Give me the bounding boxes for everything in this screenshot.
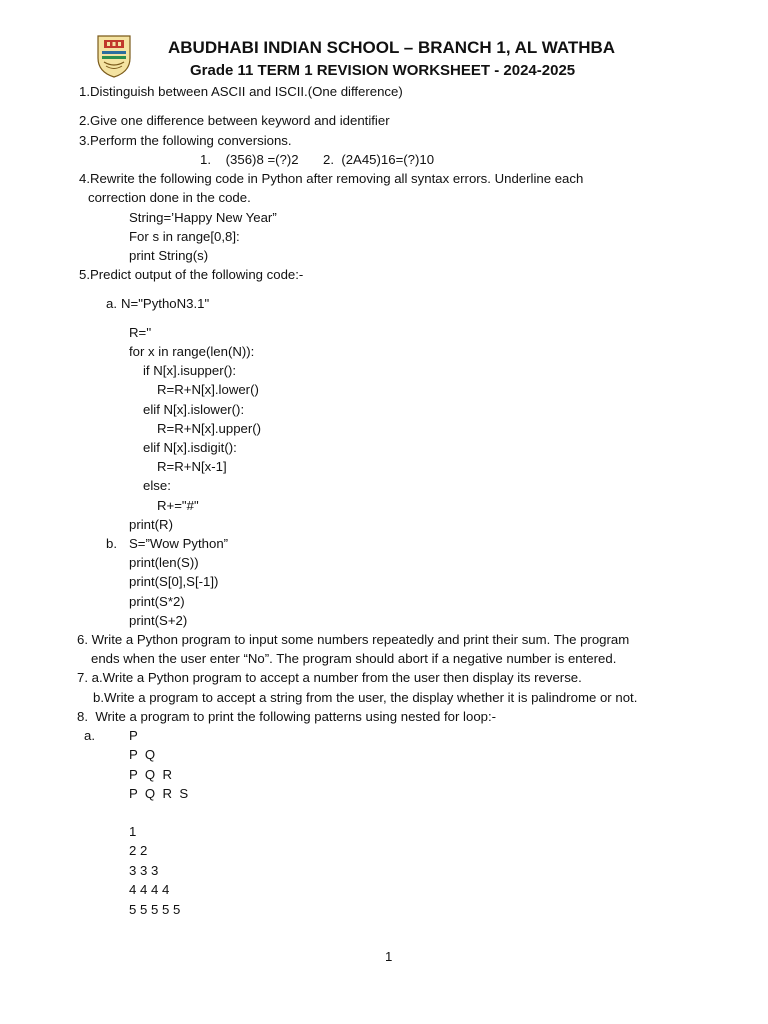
question-2: 2.Give one difference between keyword and identifier [79, 113, 390, 128]
pattern-1-row: P Q [129, 747, 156, 762]
q5-b-code-line: print(S*2) [129, 594, 185, 609]
q5-a-code-line: R='' [129, 325, 152, 340]
q5-a-code-line: R=R+N[x].lower() [157, 382, 259, 397]
question-6-line-2: ends when the user enter “No”. The program should abort if a negative number is entered. [91, 651, 617, 666]
q5-a-code-line: if N[x].isupper(): [143, 363, 237, 378]
question-7a: 7. a.Write a Python program to accept a number from the user then display its reverse. [77, 670, 582, 685]
pattern-1-row: P Q R S [129, 786, 189, 801]
question-5: 5.Predict output of the following code:- [79, 267, 304, 282]
worksheet-title: Grade 11 TERM 1 REVISION WORKSHEET - 2024-2025 [190, 62, 576, 79]
q5-a-label: a. [106, 296, 117, 311]
q5-b-code-line: print(len(S)) [129, 555, 199, 570]
pattern-2-row: 5 5 5 5 5 [129, 902, 181, 917]
q5-a-first-line: N="PythoN3.1" [121, 296, 210, 311]
q8-a-label: a. [84, 728, 95, 743]
question-7b: b.Write a program to accept a string from the user, the display whether it is palindrome or not. [93, 690, 638, 705]
q5-a-code-line: R=R+N[x-1] [157, 459, 227, 474]
q5-a-code-line: print(R) [129, 517, 173, 532]
q5-a-code-line: R+="#" [157, 498, 199, 513]
q5-b-label: b. [106, 536, 117, 551]
question-6-line-1: 6. Write a Python program to input some numbers repeatedly and print their sum. The program [77, 632, 630, 647]
pattern-2-row: 4 4 4 4 [129, 882, 170, 897]
q5-a-code-line: else: [143, 478, 171, 493]
question-3-part-1: 1. (356)8 =(?)2 [200, 152, 299, 167]
q5-a-code-line: elif N[x].islower(): [143, 402, 245, 417]
q5-a-code-line: R=R+N[x].upper() [157, 421, 262, 436]
question-8: 8. Write a program to print the following patterns using nested for loop:- [77, 709, 497, 724]
pattern-2-row: 2 2 [129, 843, 148, 858]
question-1: 1.Distinguish between ASCII and ISCII.(One difference) [79, 84, 403, 99]
q5-a-code-line: elif N[x].isdigit(): [143, 440, 237, 455]
q5-b-code-line: S=”Wow Python” [129, 536, 229, 551]
question-4-line-1: 4.Rewrite the following code in Python after removing all syntax errors. Underline each [79, 171, 584, 186]
page-number: 1 [385, 949, 393, 964]
pattern-1-row: P Q R [129, 767, 172, 782]
school-name: ABUDHABI INDIAN SCHOOL – BRANCH 1, AL WATHBA [168, 38, 616, 57]
pattern-2-row: 3 3 3 [129, 863, 159, 878]
q5-a-code-line: for x in range(len(N)): [129, 344, 255, 359]
q5-b-code-line: print(S[0],S[-1]) [129, 574, 219, 589]
q4-code-line: String=’Happy New Year” [129, 210, 277, 225]
q4-code-line: print String(s) [129, 248, 209, 263]
q4-code-line: For s in range[0,8]: [129, 229, 240, 244]
pattern-2-row: 1 [129, 824, 137, 839]
q5-b-code-line: print(S+2) [129, 613, 188, 628]
school-logo-icon [94, 34, 134, 78]
question-4-line-2: correction done in the code. [88, 190, 251, 205]
pattern-1-row: P [129, 728, 138, 743]
question-3: 3.Perform the following conversions. [79, 133, 292, 148]
question-3-part-2: 2. (2A45)16=(?)10 [323, 152, 435, 167]
